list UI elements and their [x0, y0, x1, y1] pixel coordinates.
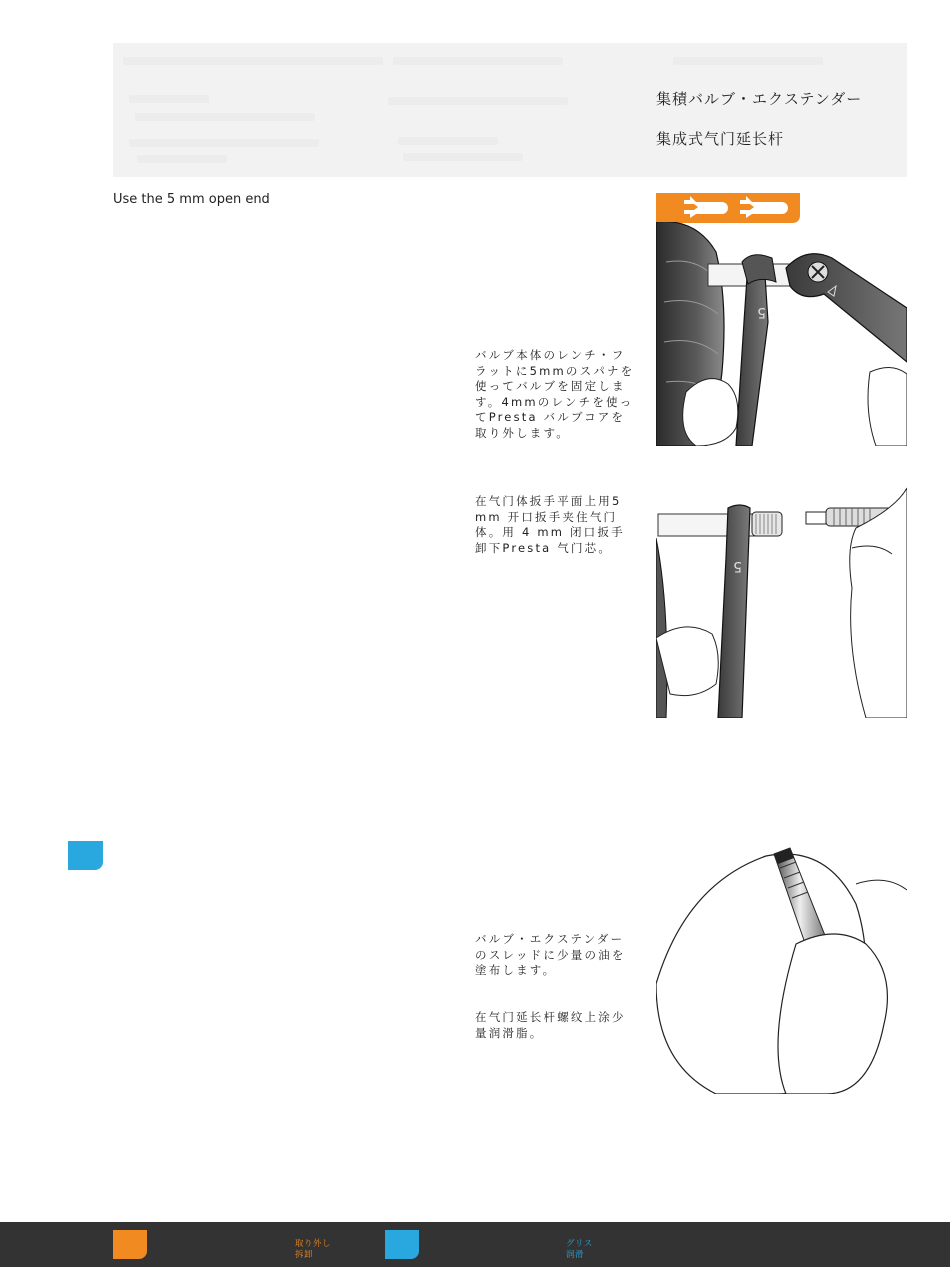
double-open-end-wrench-icon [656, 193, 800, 223]
svg-text:5: 5 [733, 558, 742, 574]
faded-text-line [393, 57, 563, 65]
step-1-illustration [656, 222, 907, 446]
page-title-chinese: 集成式气门延长杆 [656, 130, 785, 148]
faded-text-line [403, 153, 523, 161]
step-3-text-japanese: バルブ・エクステンダーのスレッドに少量の油を塗布します。 [475, 932, 626, 977]
faded-text-line [137, 155, 227, 163]
removal-legend-label [295, 1239, 331, 1260]
page-title-japanese: 集積バルブ・エクステンダー [656, 90, 863, 108]
grease-label-japanese: グリス [566, 1239, 593, 1249]
step-3-text-chinese: 在气门延长杆螺纹上涂少量润滑脂。 [475, 1010, 626, 1040]
faded-text-line [398, 137, 498, 145]
grease-step-tab [68, 841, 103, 870]
step-3-illustration [656, 844, 907, 1094]
faded-text-line [673, 57, 823, 65]
grease-label-chinese: 润滑 [566, 1249, 585, 1260]
step-2-text-chinese: 在气门体扳手平面上用5 mm 开口扳手夹住气门体。用 4 mm 闭口扳手卸下Presta 气门芯。 [475, 494, 628, 555]
faded-text-line [129, 95, 209, 103]
faded-text-line [123, 57, 383, 65]
faded-text-line [129, 139, 319, 147]
svg-text:5: 5 [757, 304, 766, 320]
removal-legend-swatch [113, 1230, 147, 1259]
step-2-illustration [656, 468, 907, 718]
removal-label-japanese: 取り外し [295, 1239, 332, 1249]
intro-text: Use the 5 mm open end [113, 192, 270, 207]
grease-legend-swatch [385, 1230, 419, 1259]
faded-text-line [135, 113, 315, 121]
removal-label-chinese: 拆卸 [295, 1249, 314, 1260]
step-1-text-japanese: バルブ本体のレンチ・フラットに5mmのスパナを使ってバルブを固定します。4mmのレンチを使ってPresta バルブコアを取り外します。 [475, 348, 635, 440]
header-band [113, 43, 907, 177]
faded-text-line [388, 97, 568, 105]
footer-legend-bar [0, 1222, 950, 1267]
grease-legend-label [566, 1239, 593, 1260]
